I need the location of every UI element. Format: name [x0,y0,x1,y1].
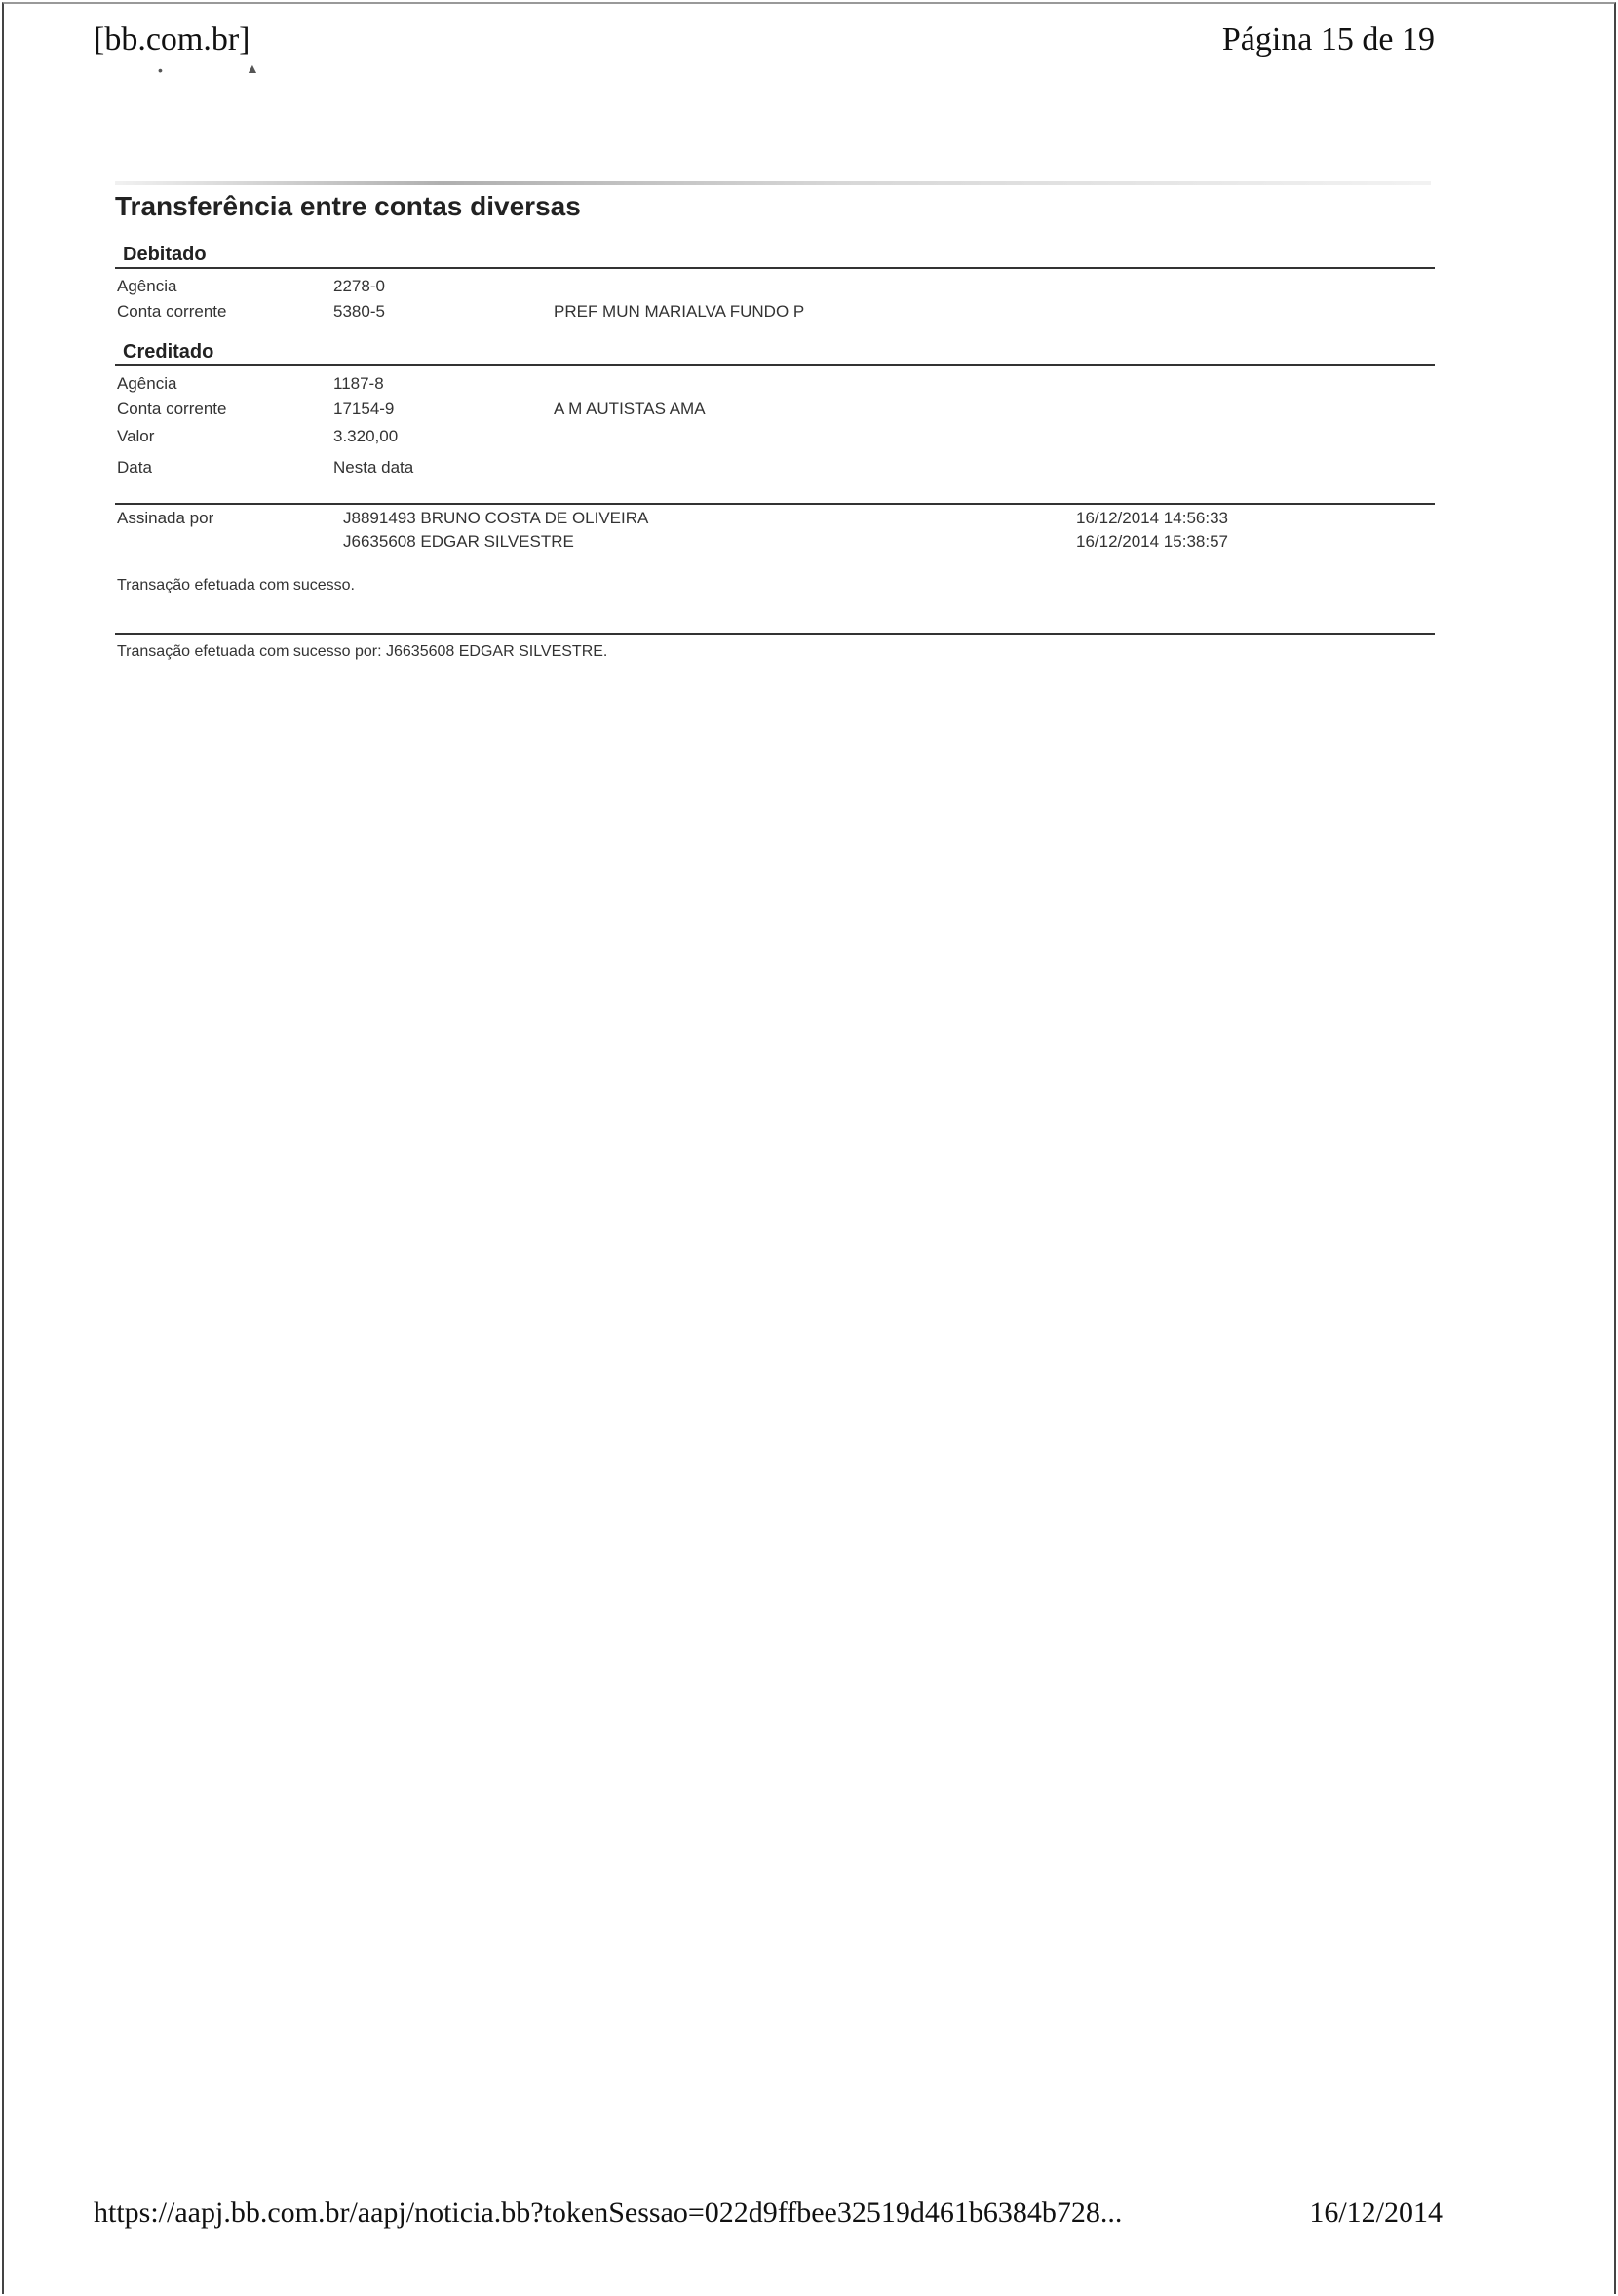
section-creditado: Creditado [123,341,214,363]
credit-account-holder: A M AUTISTAS AMA [554,400,706,418]
credit-account-value: 17154-9 [333,400,395,418]
scan-artifact [115,181,1431,185]
signed-by-label: Assinada por [117,509,214,527]
final-status-message: Transação efetuada com sucesso por: J6635608 EDGAR SILVESTRE. [117,643,608,660]
document-title: Transferência entre contas diversas [115,191,581,221]
page-border [2,2,1616,2294]
credit-agency-value: 1187-8 [333,374,384,393]
debit-account-label: Conta corrente [117,302,227,321]
signer-name: J6635608 EDGAR SILVESTRE [343,532,574,551]
status-message: Transação efetuada com sucesso. [117,577,355,593]
debit-agency-value: 2278-0 [333,277,385,295]
credit-agency-label: Agência [117,374,177,393]
amount-label: Valor [117,427,155,445]
date-label: Data [117,458,152,477]
header-site: [bb.com.br] [94,21,250,57]
footer-url: https://aapj.bb.com.br/aapj/noticia.bb?tokenSessao=022d9ffbee32519d461b6384b728... [94,2197,1123,2229]
signer-timestamp: 16/12/2014 15:38:57 [1076,532,1228,551]
signer-name: J8891493 BRUNO COSTA DE OLIVEIRA [343,509,649,527]
section-debitado: Debitado [123,244,207,265]
debit-account-value: 5380-5 [333,302,385,321]
divider [115,364,1435,366]
signer-timestamp: 16/12/2014 14:56:33 [1076,509,1228,527]
divider [115,267,1435,269]
credit-account-label: Conta corrente [117,400,227,418]
footer-date: 16/12/2014 [1309,2197,1443,2229]
scan-speck: • [158,62,163,78]
divider [115,633,1435,635]
header-page-number: Página 15 de 19 [1221,21,1435,57]
debit-account-holder: PREF MUN MARIALVA FUNDO P [554,302,805,321]
date-value: Nesta data [333,458,414,477]
scan-speck: ▲ [246,60,259,76]
divider [115,503,1435,505]
debit-agency-label: Agência [117,277,177,295]
amount-value: 3.320,00 [333,427,399,445]
